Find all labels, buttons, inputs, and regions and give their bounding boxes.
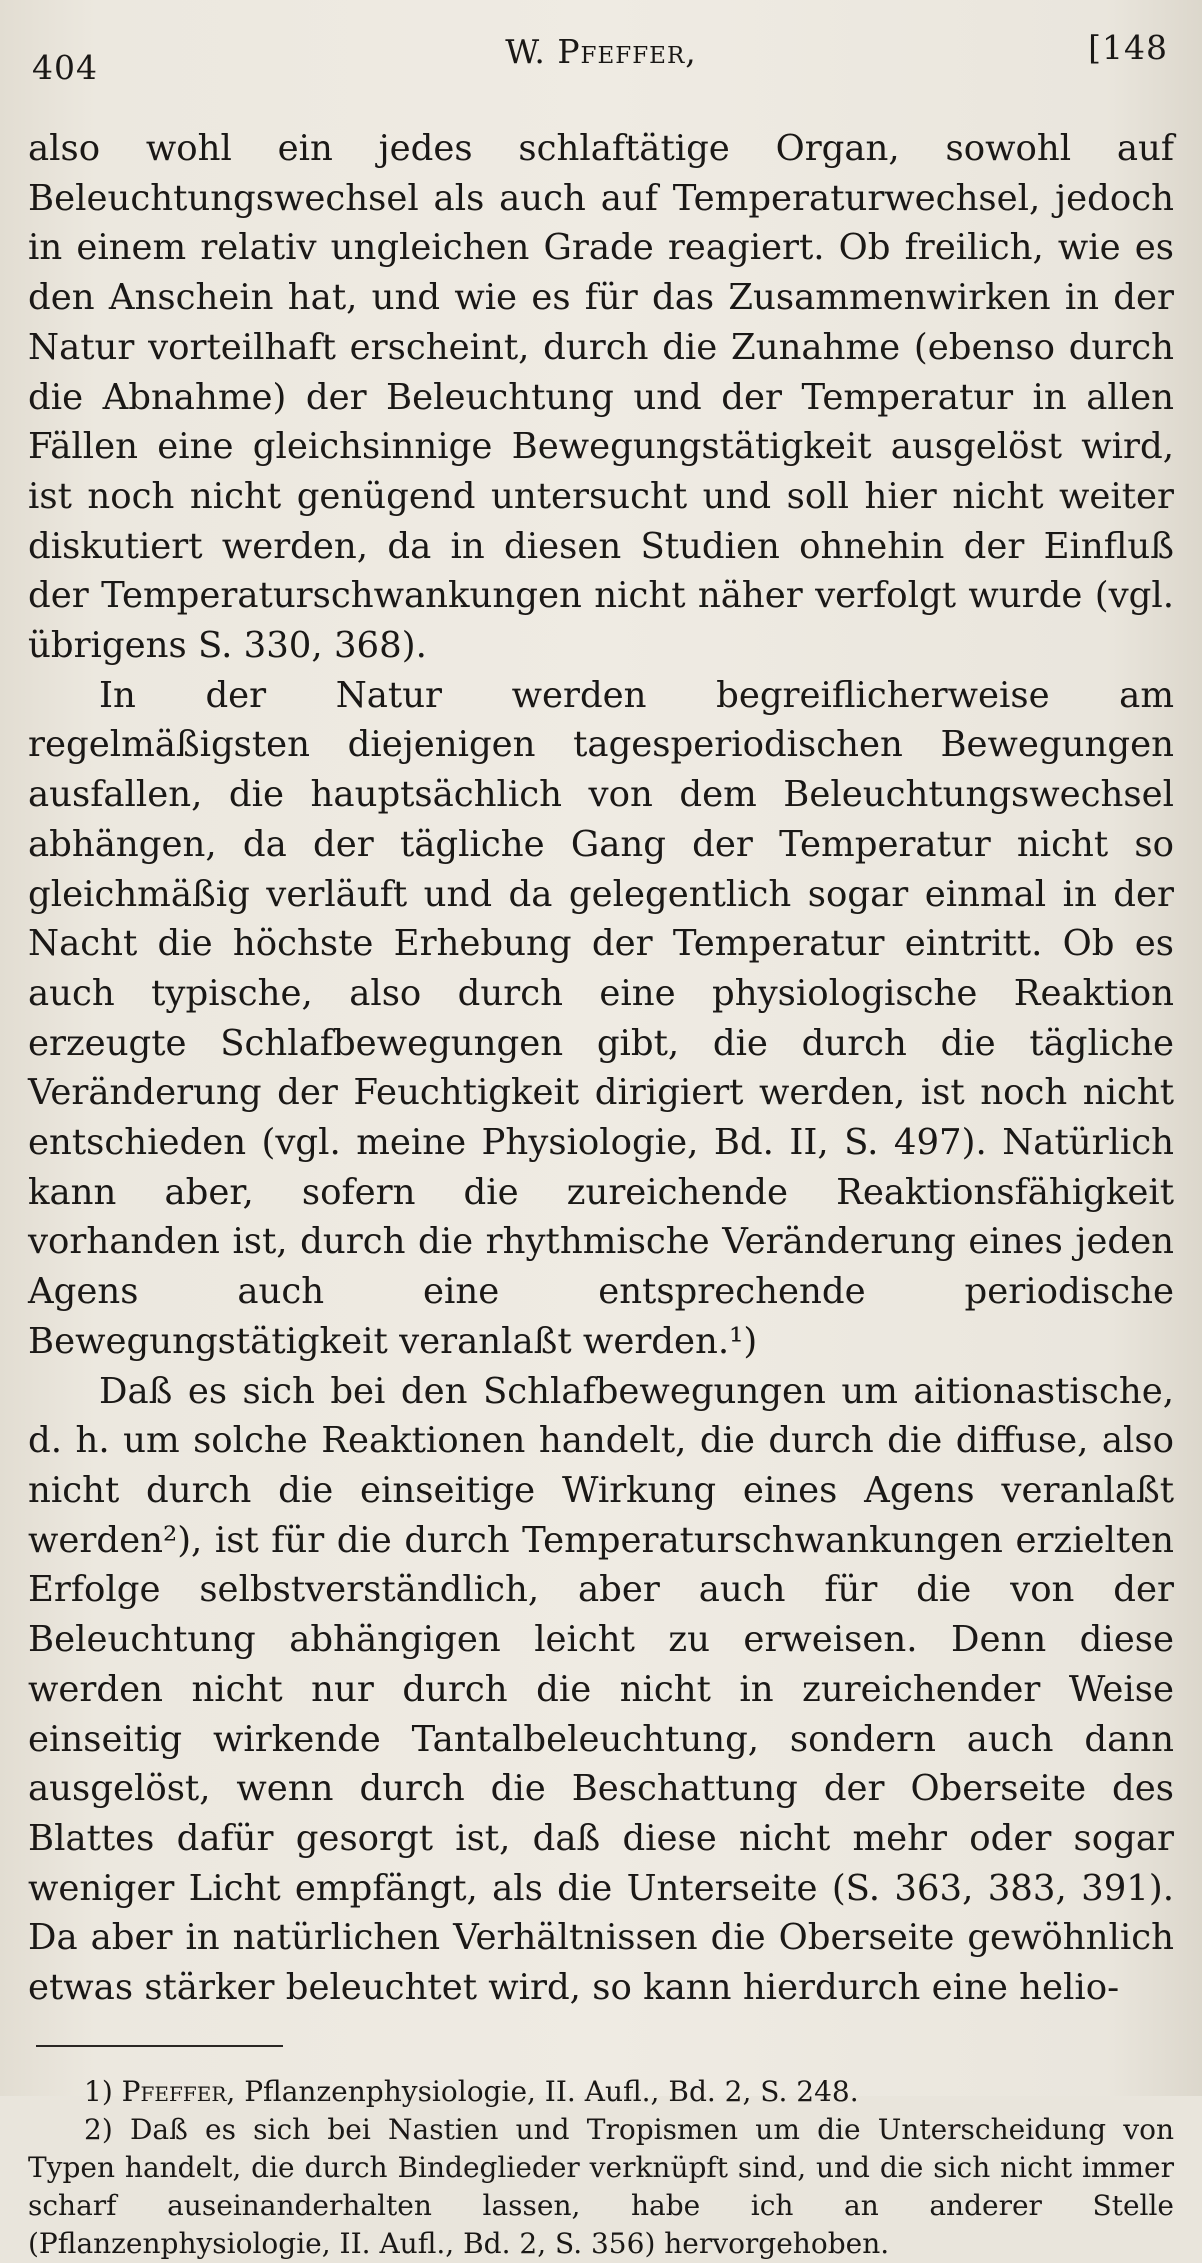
footnote-divider bbox=[36, 2045, 283, 2047]
footnote-2 bbox=[28, 2111, 1174, 2263]
footnote-1-author: Pfeffer bbox=[121, 2074, 227, 2108]
original-page-reference: [148 bbox=[1088, 28, 1168, 67]
page-number: 404 bbox=[32, 48, 98, 87]
paragraph-1: also wohl ein jedes schlaftätige Organ, sowohl auf Beleuchtungswechsel als auch auf Temperaturwechsel, jedoch in einem relativ ungleichen Grade reagiert. Ob freilich, wie es den Anschein hat, und wie es für das Zusammenwirken in der Natur vorteilhaft erscheint, durch die Zunahme (ebenso durch die Abnahme) der Beleuchtung und der Temperatur in allen Fällen eine gleichsinnige Bewegungstätigkeit ausgelöst wird, ist noch nicht genügend untersucht und soll hier nicht weiter diskutiert werden, da in diesen Studien ohnehin der Einfluß der Temperaturschwankungen nicht näher verfolgt wurde (vgl. übrigens S. 330, 368). bbox=[28, 128, 1174, 667]
body-text bbox=[28, 124, 1174, 2013]
paragraph-2: In der Natur werden begreiflicherweise am regelmäßigsten diejenigen tagesperiodischen Bewegungen ausfallen, die hauptsächlich von dem Beleuchtungswechsel abhängen, da der tägliche Gang der Temperatur nicht so gleichmäßig verläuft und da gelegentlich sogar einmal in der Nacht die höchste Erhebung der Temperatur eintritt. Ob es auch typische, also durch eine physiologische Reaktion erzeugte Schlafbewegungen gibt, die durch die tägliche Veränderung der Feuchtigkeit dirigiert werden, ist noch nicht entschieden (vgl. meine Physiologie, Bd. II, S. 497). Natürlich kann aber, sofern die zureichende Reaktionsfähigkeit vorhanden ist, durch die rhythmische Veränderung eines jeden Agens auch eine entsprechende periodische Bewegungstätigkeit veranlaßt werden.¹) bbox=[28, 674, 1174, 1362]
footnote-1-text: , Pflanzenphysiologie, II. Aufl., Bd. 2, S. 248. bbox=[226, 2074, 859, 2108]
footnotes bbox=[28, 2073, 1174, 2263]
footnote-2-marker: 2) bbox=[84, 2112, 113, 2146]
running-head bbox=[28, 28, 1174, 124]
running-head-author: W. Pfeffer, bbox=[505, 32, 697, 71]
footnote-2-text: Daß es sich bei Nastien und Tropismen um die Unterscheidung von Typen handelt, die durch Bindeglieder verknüpft sind, und die sich nicht immer scharf auseinanderhalten lassen, habe ich an anderer Stelle (Pflanzenphysiologie, II. Aufl., Bd. 2, S. 356) hervorgehoben. bbox=[28, 2112, 1174, 2260]
paragraph-3: Daß es sich bei den Schlafbewegungen um aitionastische, d. h. um solche Reaktionen handelt, die durch die diffuse, also nicht durch die einseitige Wirkung eines Agens veranlaßt werden²), ist für die durch Temperaturschwankungen erzielten Erfolge selbstverständlich, aber auch für die von der Beleuchtung abhängigen leicht zu erweisen. Denn diese werden nicht nur durch die nicht in zureichender Weise einseitig wirkende Tantalbeleuchtung, sondern auch dann ausgelöst, wenn durch die Beschattung der Oberseite des Blattes dafür gesorgt ist, daß diese nicht mehr oder sogar weniger Licht empfängt, als die Unterseite (S. 363, 383, 391). Da aber in natürlichen Verhältnissen die Oberseite gewöhnlich etwas stärker beleuchtet wird, so kann hierdurch eine helio- bbox=[28, 1370, 1174, 2009]
footnote-1-marker: 1) bbox=[84, 2074, 113, 2108]
footnote-1 bbox=[28, 2073, 1174, 2111]
